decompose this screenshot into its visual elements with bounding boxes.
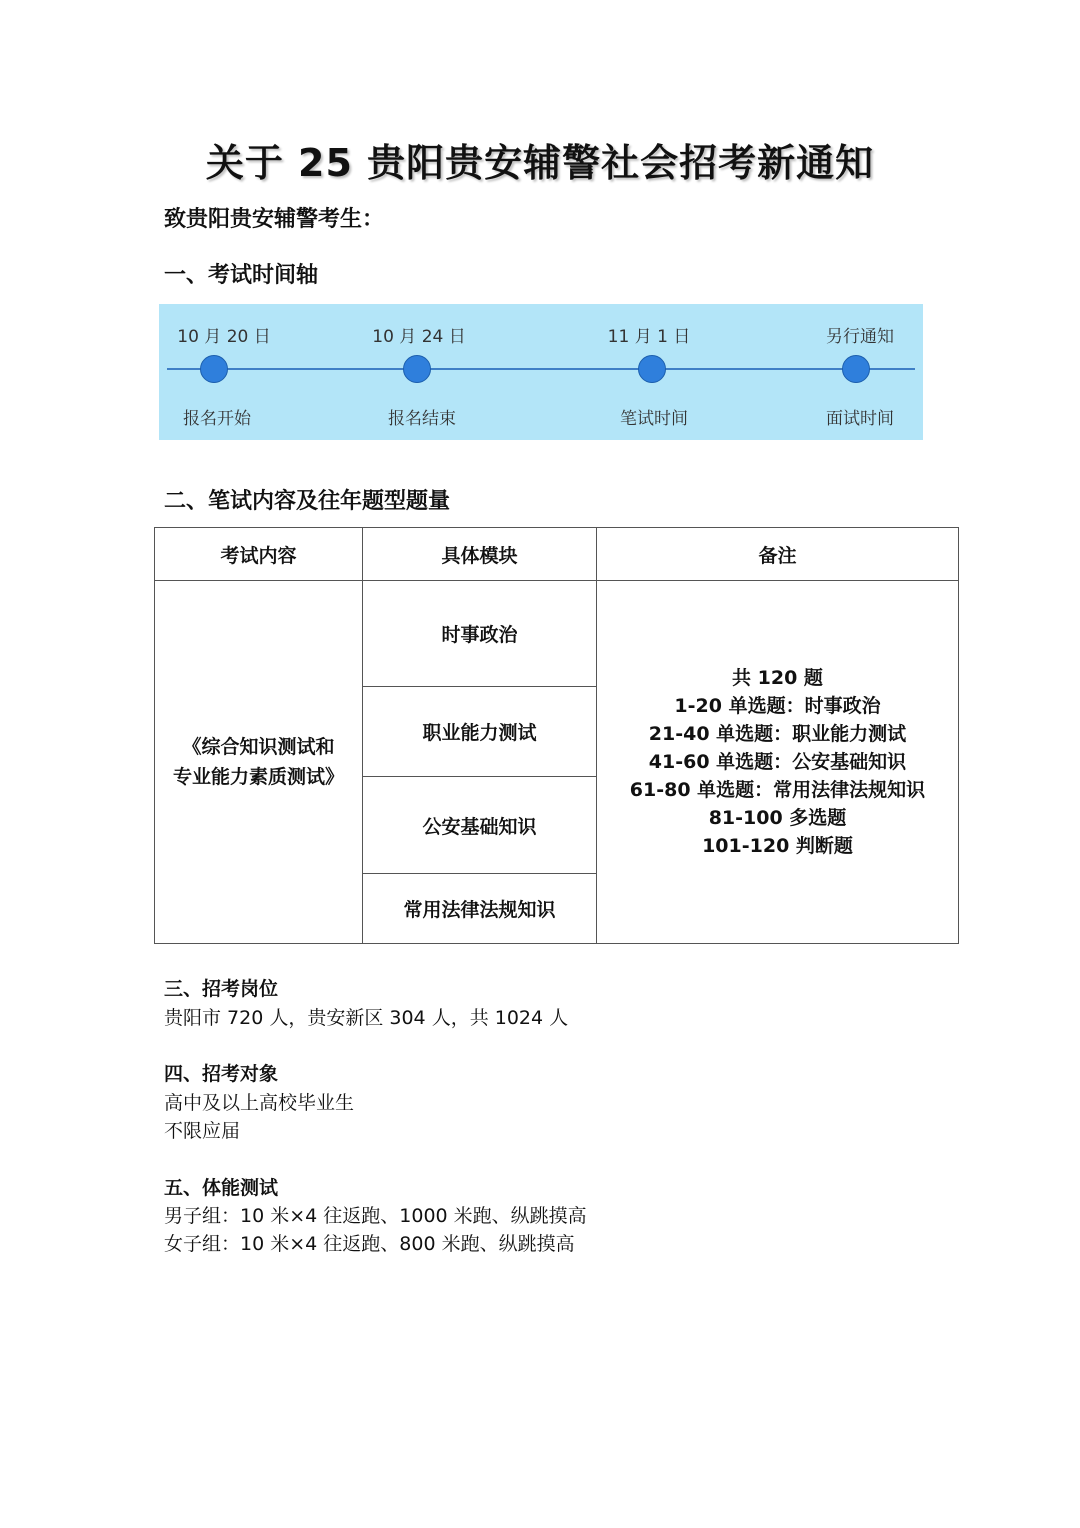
notes-line: 61-80 单选题：常用法律法规知识 [629,779,926,801]
timeline-axis [167,368,915,370]
section5-text: 男子组：10 米×4 往返跑、1000 米跑、纵跳摸高 [164,1205,587,1227]
timeline-label: 报名开始 [183,409,251,429]
table-header-row [155,528,959,581]
module-cell: 职业能力测试 [363,687,597,777]
exam-content-line: 《综合知识测试和 [182,736,335,758]
notes-line: 21-40 单选题：职业能力测试 [648,723,907,745]
notes-line: 41-60 单选题：公安基础知识 [648,751,907,773]
table-header: 考试内容 [155,528,363,581]
notes-line: 共 120 题 [732,667,823,689]
exam-content-line: 专业能力素质测试》 [172,766,344,788]
timeline-label: 面试时间 [826,409,894,429]
section1-heading: 一、考试时间轴 [164,263,319,288]
timeline-date: 11 月 1 日 [607,327,691,347]
timeline-date: 另行通知 [826,327,894,347]
section4-text: 不限应届 [164,1120,241,1142]
table-header: 具体模块 [363,528,597,581]
module-cell: 常用法律法规知识 [363,874,597,944]
timeline-date: 10 月 24 日 [372,327,466,347]
module-cell: 时事政治 [363,581,597,687]
section5-text: 女子组：10 米×4 往返跑、800 米跑、纵跳摸高 [164,1233,575,1255]
exam-timeline [159,304,923,440]
module-cell: 公安基础知识 [363,777,597,874]
table-row [155,581,959,687]
timeline-dot [842,355,870,383]
exam-content-cell [155,581,363,944]
section5-heading: 五、体能测试 [164,1177,279,1199]
notes-cell [597,581,959,944]
section4-text: 高中及以上高校毕业生 [164,1092,355,1114]
page-title: 关于 25 贵阳贵安辅警社会招考新通知 [205,141,875,185]
section4-heading: 四、招考对象 [164,1063,279,1085]
table-header: 备注 [597,528,959,581]
timeline-dot [200,355,228,383]
section3-text: 贵阳市 720 人，贵安新区 304 人，共 1024 人 [164,1007,569,1029]
timeline-label: 笔试时间 [620,409,688,429]
timeline-dot [403,355,431,383]
timeline-label: 报名结束 [388,409,456,429]
exam-content-table [154,527,959,944]
section3-heading: 三、招考岗位 [164,978,279,1000]
notes-line: 101-120 判断题 [702,835,853,857]
timeline-date: 10 月 20 日 [177,327,271,347]
notes-line: 81-100 多选题 [708,807,847,829]
greeting: 致贵阳贵安辅警考生： [164,207,385,232]
timeline-dot [638,355,666,383]
section2-heading: 二、笔试内容及往年题型题量 [164,489,451,514]
notes-line: 1-20 单选题：时事政治 [674,695,881,717]
